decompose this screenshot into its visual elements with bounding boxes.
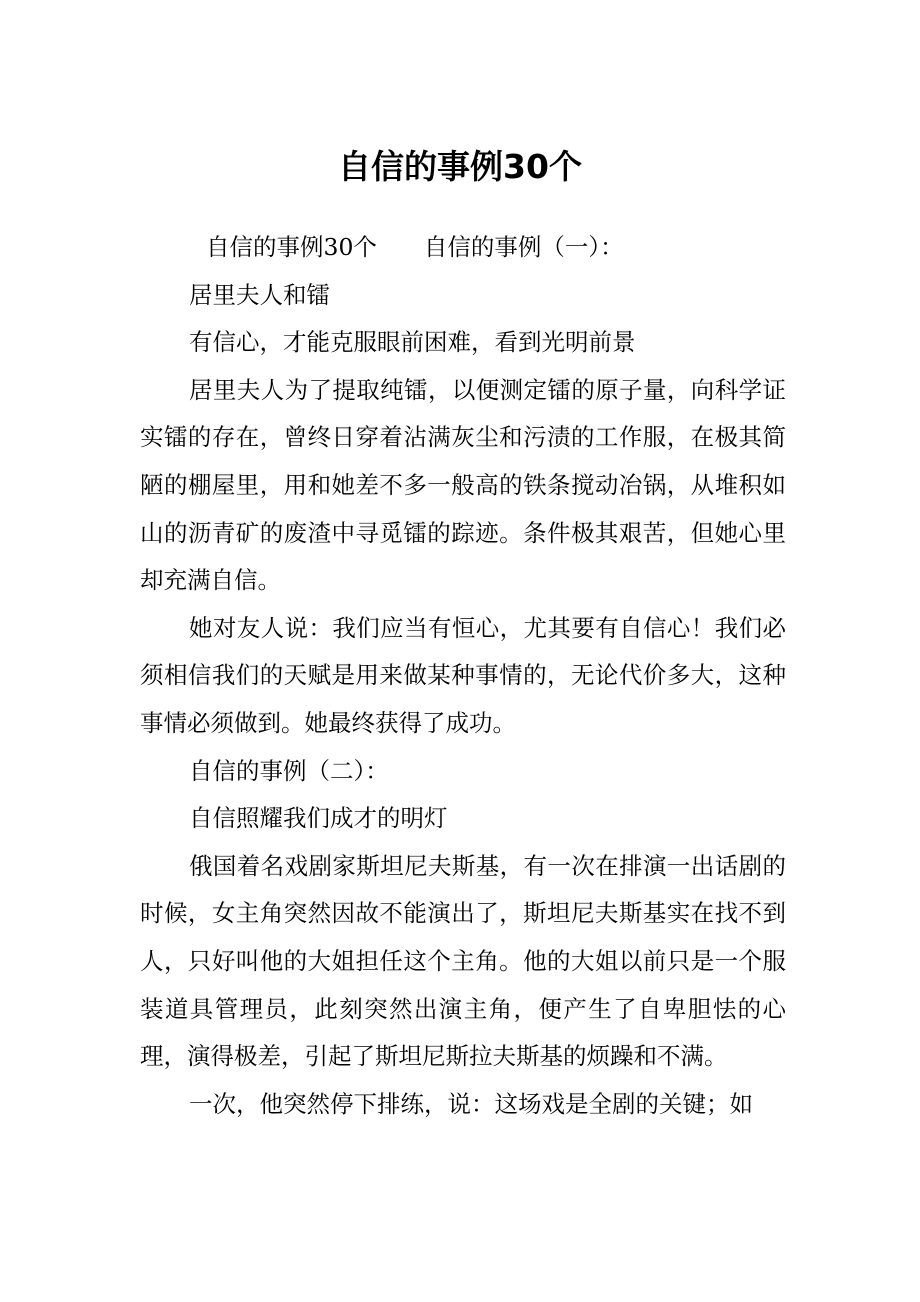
paragraph-subheading-confidence: 有信心，才能克服眼前困难，看到光明前景 [189, 328, 636, 357]
paragraph-example-two: 自信的事例（二）： [189, 756, 389, 785]
paragraph-intro: 自信的事例30个 自信的事例（一）： [206, 233, 624, 261]
paragraph-heading-lamp: 自信照耀我们成才的明灯 [189, 804, 448, 833]
document-title: 自信的事例30个 [338, 147, 582, 186]
paragraph-rehearsal: 一次，他突然停下排练，说：这场戏是全剧的关键；如 [189, 1089, 753, 1118]
paragraph-curie-quote: 她对友人说：我们应当有恒心，尤其要有自信心！我们必须相信我们的天赋是用来做某种事情的，无论代价多大，这种事情必须做到。她最终获得了成功。 [140, 613, 786, 737]
paragraph-stanislavski-story: 俄国着名戏剧家斯坦尼夫斯基，有一次在排演一出话剧的时候，女主角突然因故不能演出了，斯坦尼夫斯基实在找不到人，只好叫他的大姐担任这个主角。他的大姐以前只是一个服装道具管理员，此刻突然出演主角，便产生了自卑胆怯的心理，演得极差，引起了斯坦尼斯拉夫斯基的烦躁和不满。 [140, 851, 786, 1071]
paragraph-curie-story: 居里夫人为了提取纯镭，以便测定镭的原子量，向科学证实镭的存在，曾终日穿着沾满灰尘和污渍的工作服，在极其简陋的棚屋里，用和她差不多一般高的铁条搅动冶锅，从堆积如山的沥青矿的废渣中寻觅镭的踪迹。条件极其艰苦，但她心里却充满自信。 [140, 375, 786, 595]
paragraph-heading-curie: 居里夫人和镭 [189, 280, 330, 309]
document-body [140, 224, 786, 1128]
